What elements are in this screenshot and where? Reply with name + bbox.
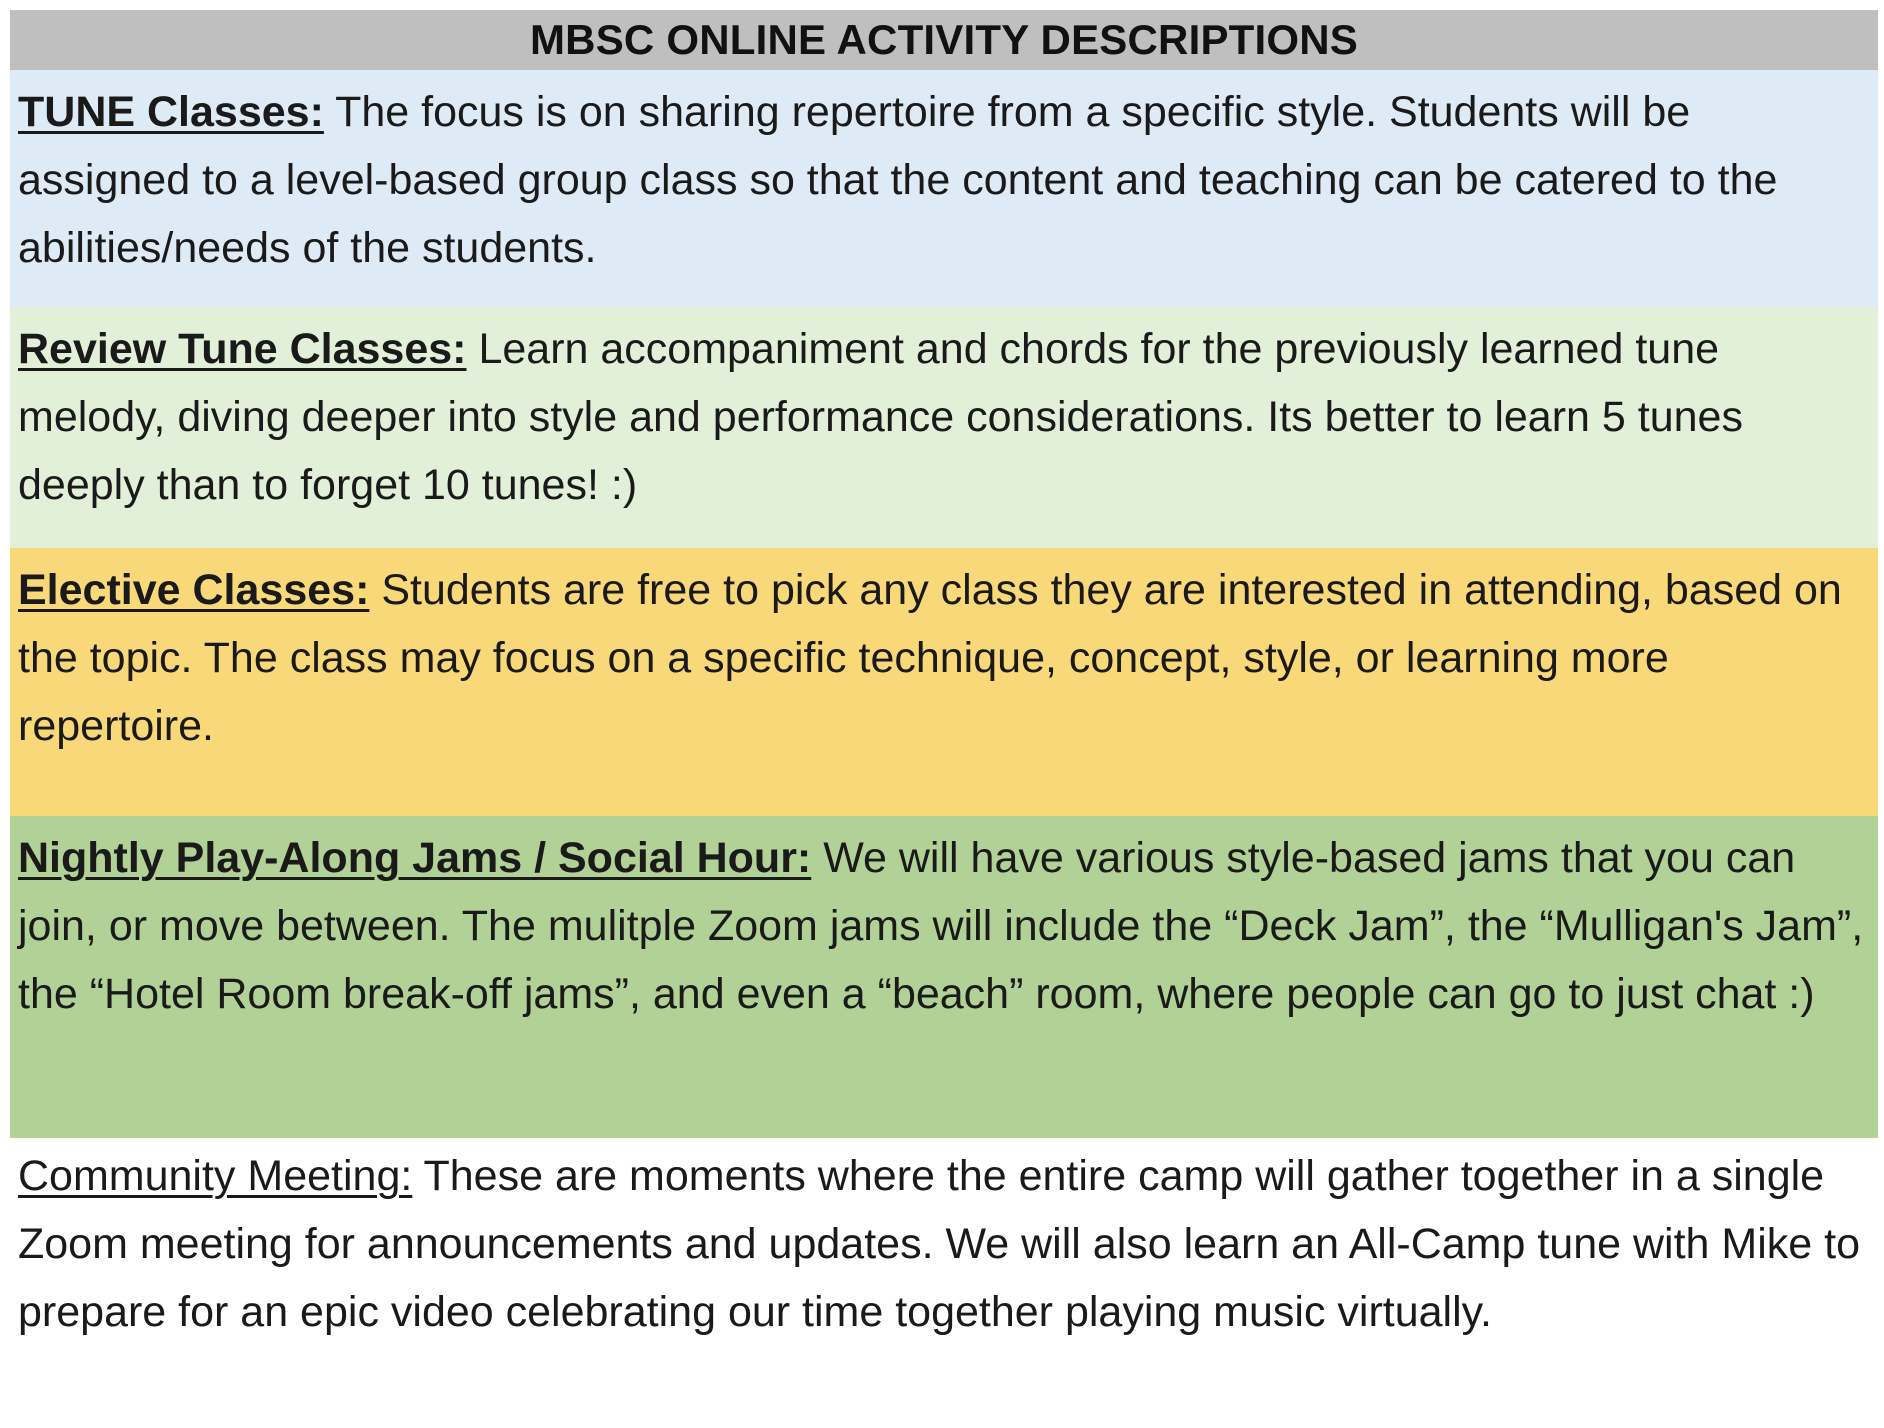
row-review-tune-classes [10, 307, 1878, 548]
description-community-meeting: These are moments where the entire camp will gather together in a single Zoom meeting for announcements and updates. We will also learn an All-Camp tune with Mike to prepare for an epic video celebrating our time together playing music virtually. [18, 1152, 1860, 1336]
table-title: MBSC ONLINE ACTIVITY DESCRIPTIONS [10, 10, 1878, 70]
activity-table [10, 10, 1878, 1428]
term-tune-classes: TUNE Classes: [18, 88, 324, 136]
description-elective-classes: Students are free to pick any class they are interested in attending, based on the topic. The class may focus on a specific technique, concept, style, or learning more repertoire. [18, 566, 1842, 750]
term-community-meeting: Community Meeting: [18, 1152, 413, 1200]
row-community-meeting [10, 1138, 1878, 1428]
description-nightly-jams: We will have various style-based jams that you can join, or move between. The mulitple Zoom jams will include the “Deck Jam”, the “Mulligan's Jam”, the “Hotel Room break-off jams”, and even a “beach” room, where people can go to just chat :) [18, 834, 1864, 1018]
description-review-tune-classes: Learn accompaniment and chords for the previously learned tune melody, diving deeper into style and performance considerations. Its better to learn 5 tunes deeply than to forget 10 tunes! :) [18, 325, 1743, 509]
row-elective-classes [10, 548, 1878, 816]
description-tune-classes: The focus is on sharing repertoire from a specific style. Students will be assigned to a level-based group class so that the content and teaching can be catered to the abilities/needs of the students. [18, 88, 1778, 272]
term-nightly-jams: Nightly Play-Along Jams / Social Hour: [18, 834, 812, 882]
row-nightly-jams [10, 816, 1878, 1138]
row-tune-classes [10, 70, 1878, 307]
term-elective-classes: Elective Classes: [18, 566, 370, 614]
term-review-tune-classes: Review Tune Classes: [18, 325, 467, 373]
